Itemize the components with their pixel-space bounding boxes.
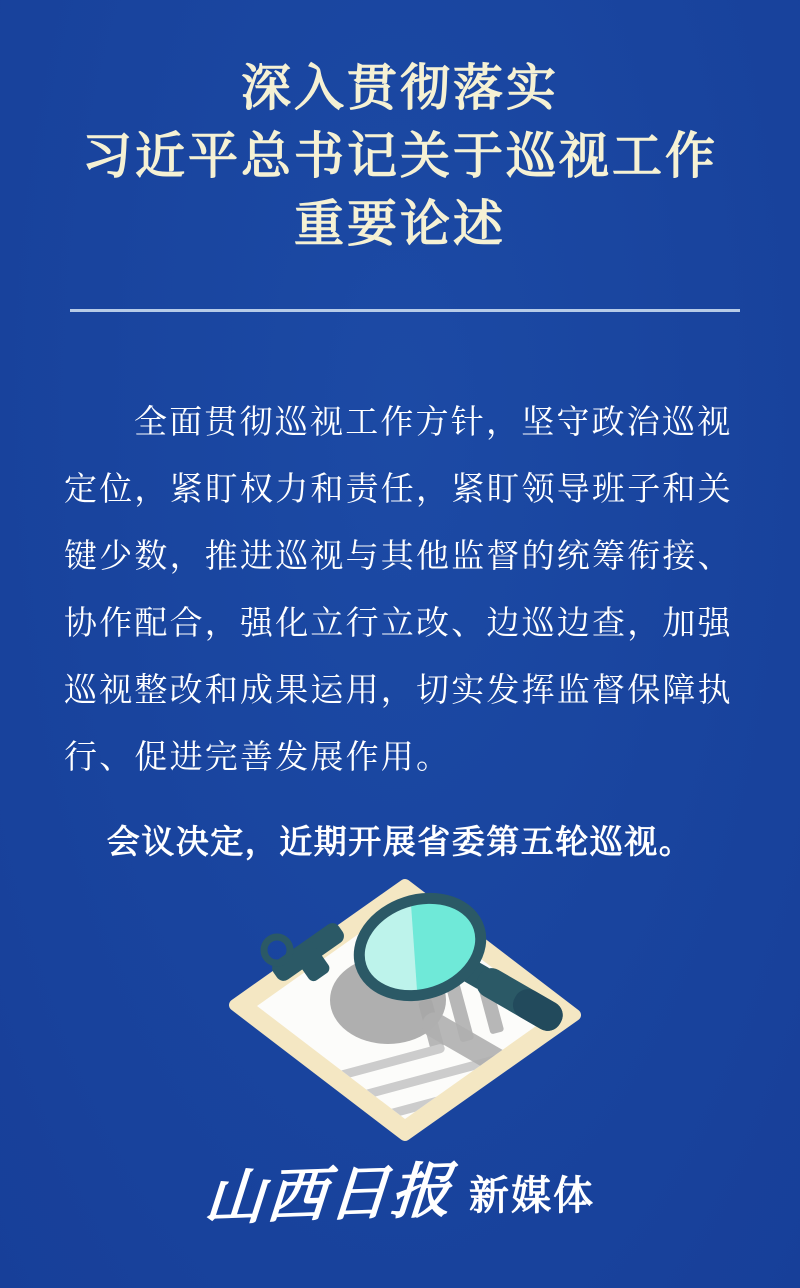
body-line: 协作配合，强化立行立改、边巡边查，加强 <box>64 604 733 641</box>
clip-ring <box>264 937 290 963</box>
body-paragraph <box>64 388 739 790</box>
body-line: 键少数，推进巡视与其他监督的统筹衔接、 <box>64 537 733 574</box>
footer-brand <box>0 1140 800 1240</box>
brand-logo-suffix: 新媒体 <box>469 1173 595 1218</box>
magnifier-clipboard-illustration <box>180 860 620 1150</box>
body-line: 全面贯彻巡视工作方针，坚守政治巡视 <box>134 403 733 440</box>
body-line: 行、促进完善发展作用。 <box>64 738 452 775</box>
decision-statement: 会议决定，近期开展省委第五轮巡视。 <box>106 823 694 860</box>
brand-logo-script: 山西日报 <box>201 1155 456 1235</box>
title-line-1: 深入贯彻落实 <box>241 60 559 116</box>
body-line: 巡视整改和成果运用，切实发挥监督保障执 <box>64 671 733 708</box>
title-line-2: 习近平总书记关于巡视工作 <box>82 128 718 184</box>
body-line: 定位，紧盯权力和责任，紧盯领导班子和关 <box>64 470 733 507</box>
title-line-3: 重要论述 <box>294 196 506 252</box>
divider-line <box>70 309 740 312</box>
poster-title <box>0 54 800 258</box>
